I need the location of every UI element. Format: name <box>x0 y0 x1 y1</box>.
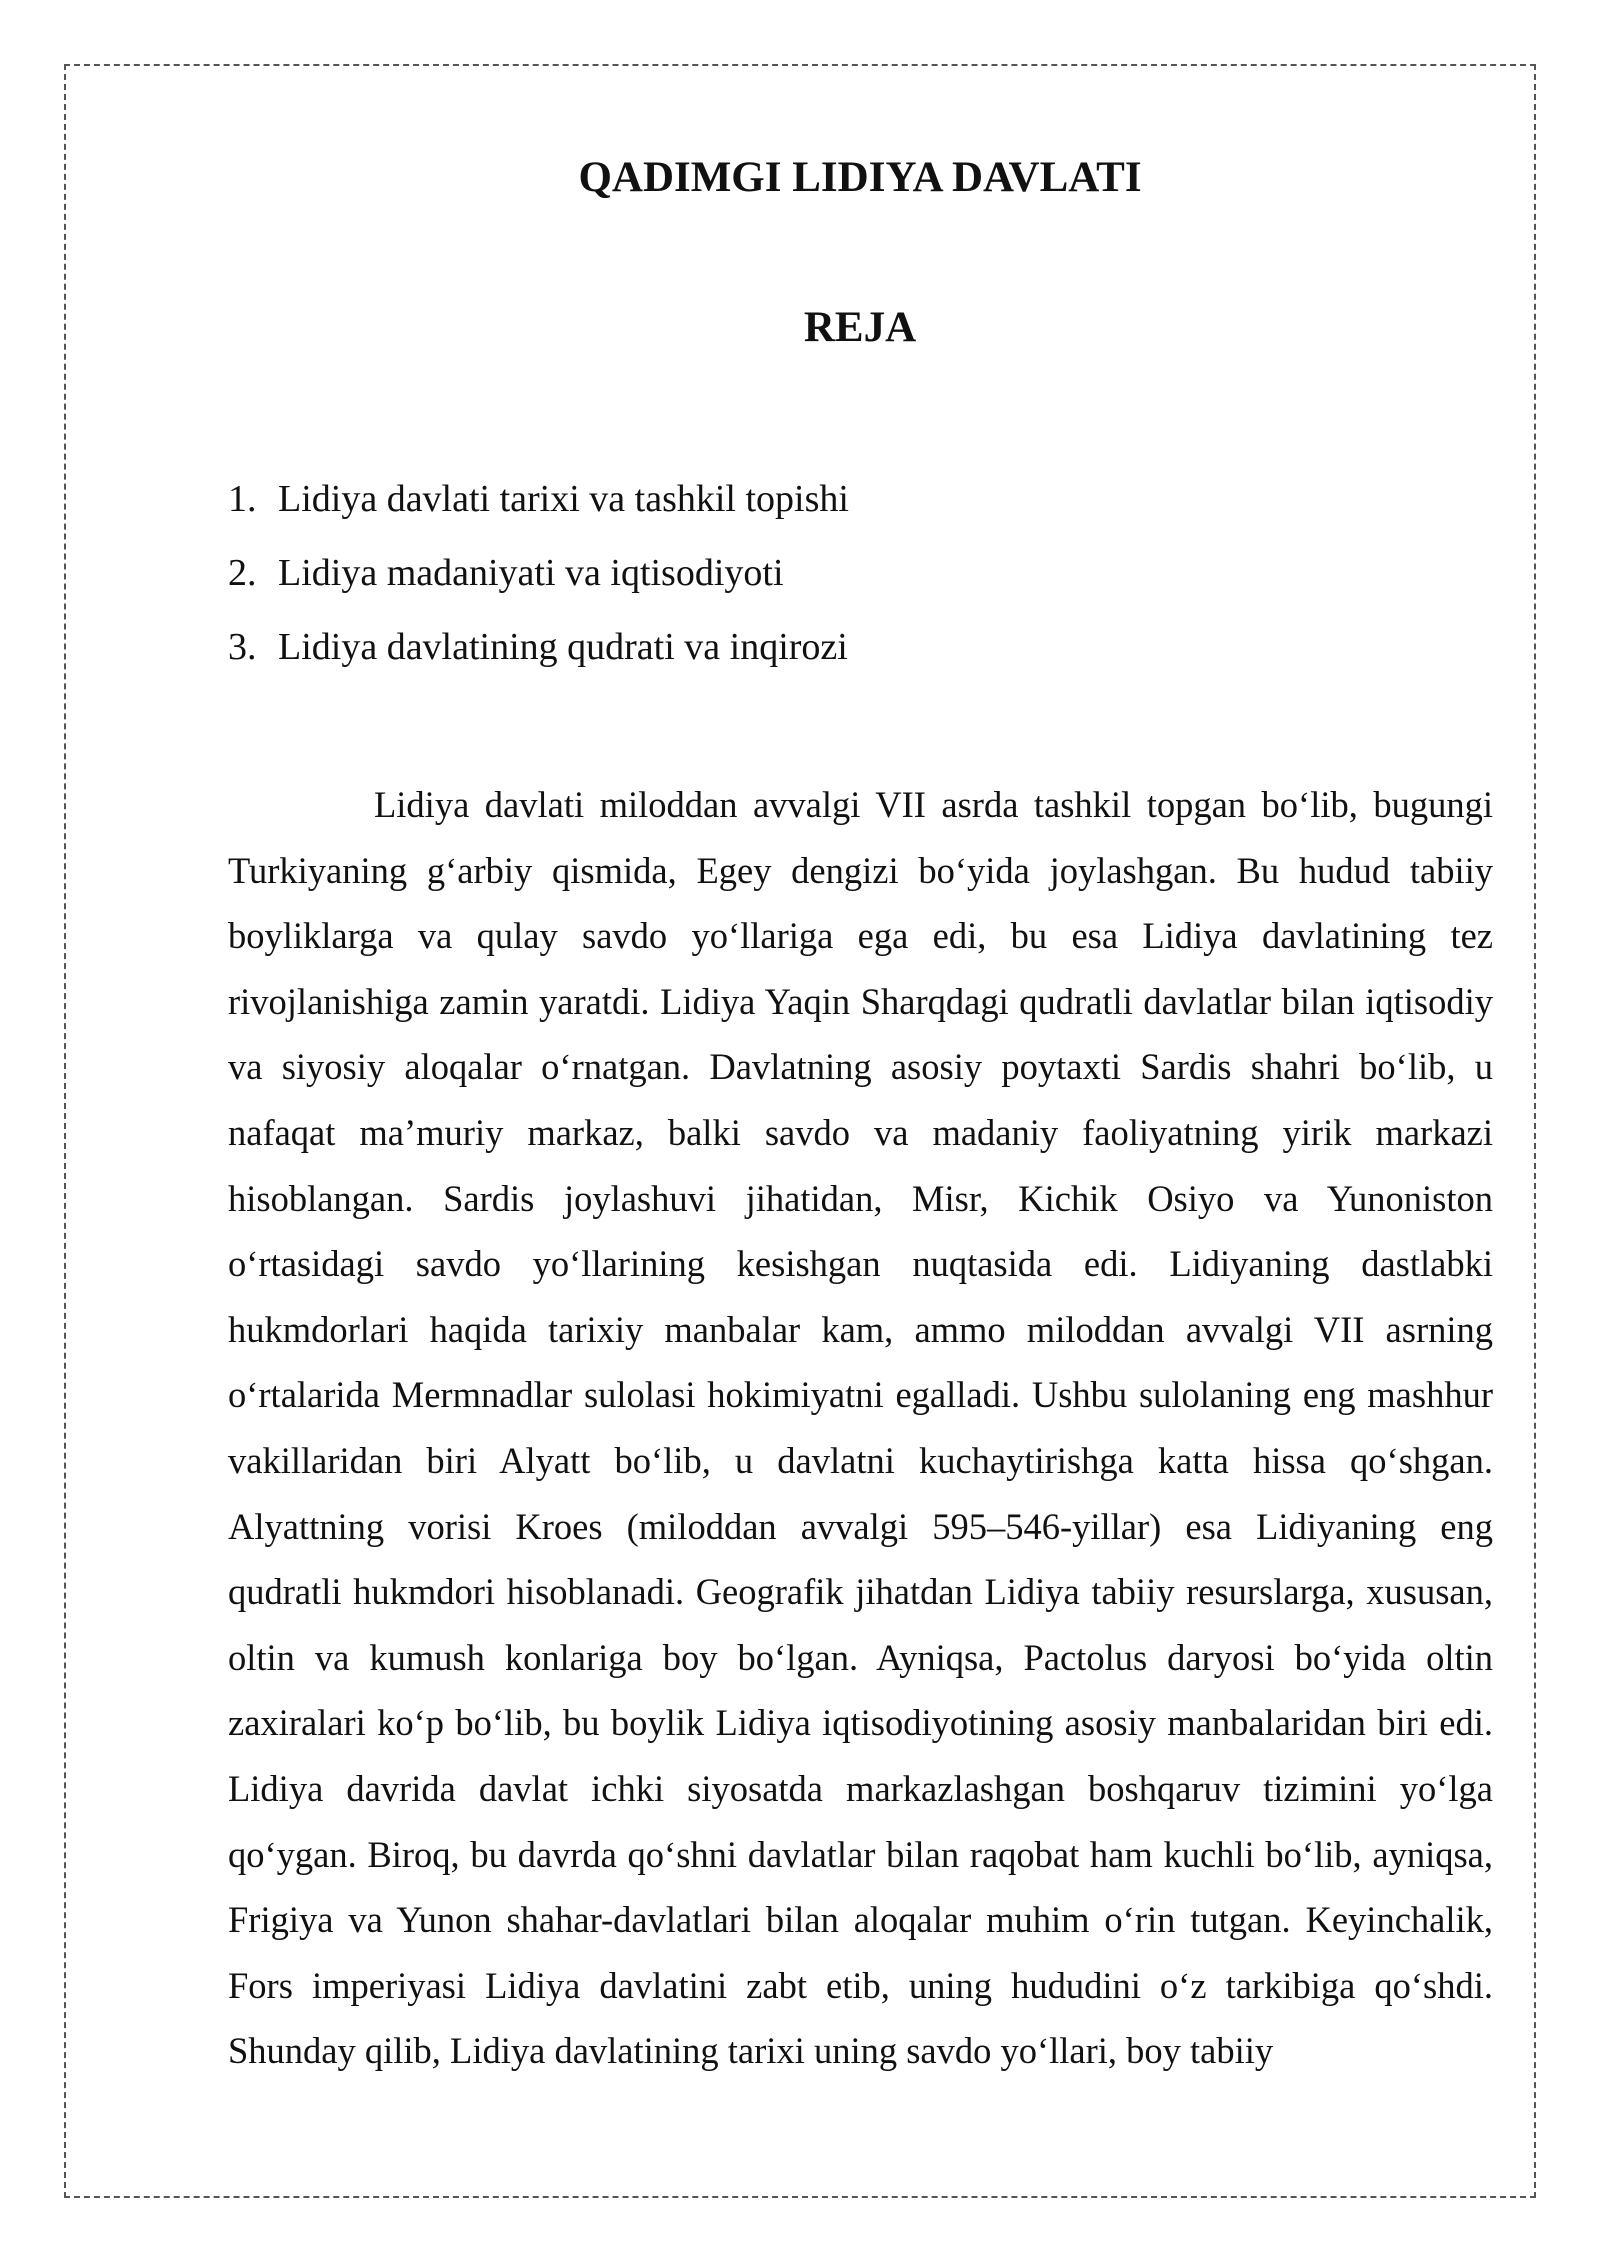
document-title: QADIMGI LIDIYA DAVLATI <box>578 154 1142 201</box>
plan-item-number: 3. <box>228 626 257 668</box>
plan-item-number: 2. <box>228 552 257 594</box>
plan-item <box>228 610 849 684</box>
plan-item-number: 1. <box>228 478 257 520</box>
plan-item-text: Lidiya madaniyati va iqtisodiyoti <box>278 552 784 594</box>
plan-item <box>228 536 849 610</box>
body-paragraph: Lidiya davlati miloddan avvalgi VII asrda tashkil topgan bo‘lib, bugungi Turkiyaning g‘arbiy qismida, Egey dengizi bo‘yida joylashgan. Bu hudud tabiiy boyliklarga va qulay savdo yo‘llariga ega edi, bu esa Lidiya davlatining tez rivojlanishiga zamin yaratdi. Lidiya Yaqin Sharqdagi qudratli davlatlar bilan iqtisodiy va siyosiy aloqalar o‘rnatgan. Davlatning asosiy poytaxti Sardis shahri bo‘lib, u nafaqat ma’muriy markaz, balki savdo va madaniy faoliyatning yirik markazi hisoblangan. Sardis joylashuvi jihatidan, Misr, Kichik Osiyo va Yunoniston o‘rtasidagi savdo yo‘llarining kesishgan nuqtasida edi. Lidiyaning dastlabki hukmdorlari haqida tarixiy manbalar kam, ammo miloddan avvalgi VII asrning o‘rtalarida Mermnadlar sulolasi hokimiyatni egalladi. Ushbu sulolaning eng mashhur vakillaridan biri Alyatt bo‘lib, u davlatni kuchaytirishga katta hissa qo‘shgan. Alyattning vorisi Kroes (miloddan avvalgi 595–546-yillar) esa Lidiyaning eng qudratli hukmdori hisoblanadi. Geografik jihatdan Lidiya tabiiy resurslarga, xususan, oltin va kumush konlariga boy bo‘lgan. Ayniqsa, Pactolus daryosi bo‘yida oltin zaxiralari ko‘p bo‘lib, bu boylik Lidiya iqtisodiyotining asosiy manbalaridan biri edi. Lidiya davrida davlat ichki siyosatda markazlashgan boshqaruv tizimini yo‘lga qo‘ygan. Biroq, bu davrda qo‘shni davlatlar bilan raqobat ham kuchli bo‘lib, ayniqsa, Frigiya va Yunon shahar-davlatlari bilan aloqalar muhim o‘rin tutgan. Keyinchalik, Fors imperiyasi Lidiya davlatini zabt etib, uning hududini o‘z tarkibiga qo‘shdi. Shunday qilib, Lidiya davlatining tarixi uning savdo yo‘llari, boy tabiiy <box>228 784 1493 2072</box>
plan-item-text: Lidiya davlatining qudrati va inqirozi <box>278 626 848 668</box>
plan-heading: REJA <box>803 304 917 351</box>
plan-item <box>228 462 849 536</box>
plan-list <box>228 462 849 684</box>
plan-item-text: Lidiya davlati tarixi va tashkil topishi <box>278 478 849 520</box>
